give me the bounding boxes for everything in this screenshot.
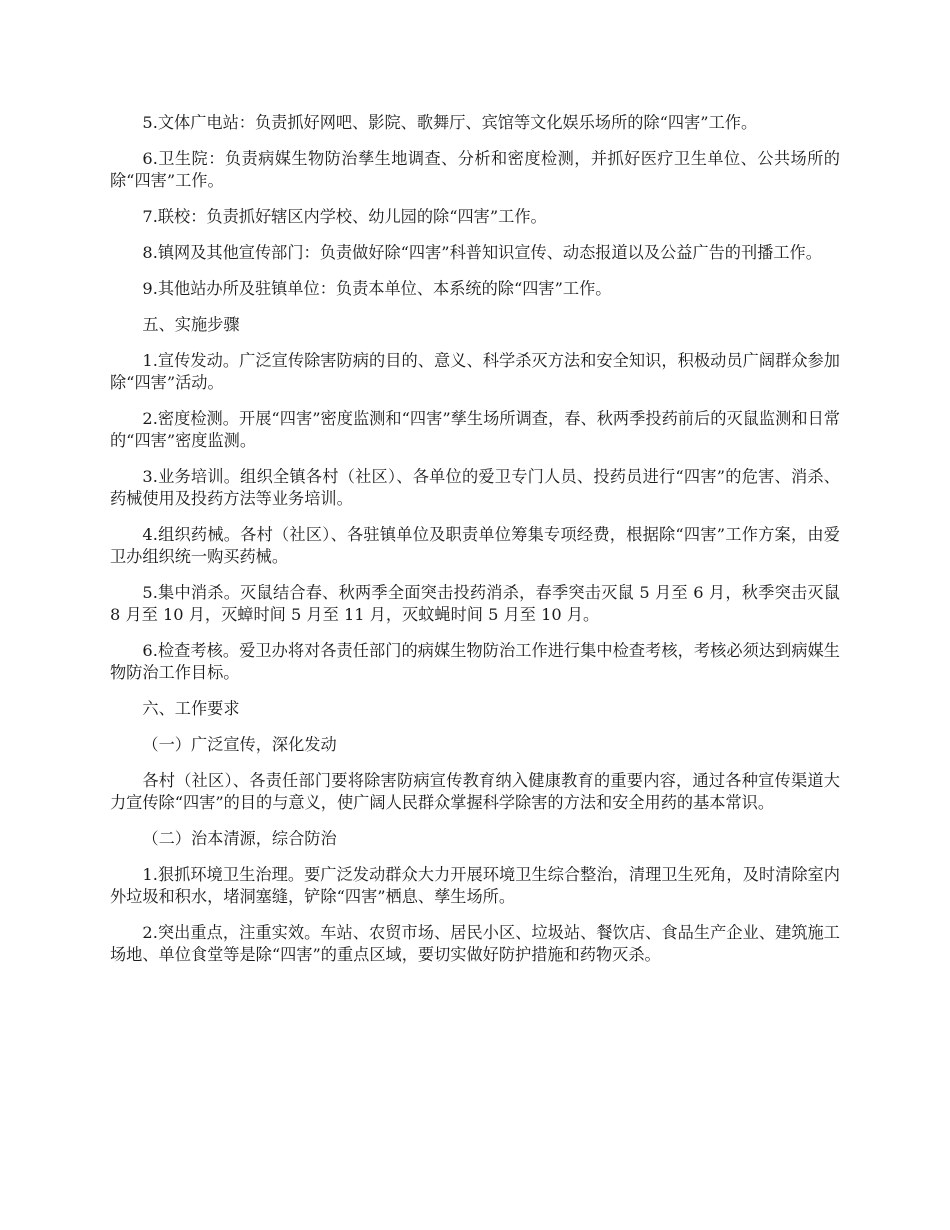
document-body: [110, 112, 840, 980]
paragraph-step-publicity: 1.宣传发动。广泛宣传除害防病的目的、意义、科学杀灭方法和安全知识，积极动员广阔群众参加除“四害”活动。: [110, 351, 840, 392]
paragraph-duty-health-center: 6.卫生院：负责病媒生物防治孳生地调查、分析和密度检测，并抓好医疗卫生单位、公共场所的除“四害”工作。: [110, 149, 840, 190]
paragraph-step-density-detection: 2.密度检测。开展“四害”密度监测和“四害”孳生场所调查，春、秋两季投药前后的灭鼠监测和日常的“四害”密度监测。: [110, 409, 840, 450]
paragraph-step-equipment: 4.组织药械。各村（社区）、各驻镇单位及职责单位筹集专项经费，根据除“四害”工作方案，由爱卫办组织统一购买药械。: [110, 525, 840, 566]
paragraph-duty-culture-station: 5.文体广电站：负责抓好网吧、影院、歌舞厅、宾馆等文化娱乐场所的除“四害”工作。: [142, 113, 758, 132]
subheading-prevention: （二）治本清源，综合防治: [142, 829, 337, 848]
paragraph-key-areas: 2.突出重点，注重实效。车站、农贸市场、居民小区、垃圾站、餐饮店、食品生产企业、建筑施工场地、单位食堂等是除“四害”的重点区域，要切实做好防护措施和药物灭杀。: [110, 923, 840, 964]
subheading-publicity: （一）广泛宣传，深化发动: [142, 735, 337, 754]
paragraph-duty-other-units: 9.其他站办所及驻镇单位：负责本单位、本系统的除“四害”工作。: [142, 279, 612, 298]
paragraph-environment-sanitation: 1.狠抓环境卫生治理。要广泛发动群众大力开展环境卫生综合整治，清理卫生死角，及时清除室内外垃圾和积水，堵洞塞缝，铲除“四害”栖息、孳生场所。: [110, 865, 840, 906]
section-heading-implementation-steps: 五、实施步骤: [142, 315, 240, 334]
paragraph-step-training: 3.业务培训。组织全镇各村（社区）、各单位的爱卫专门人员、投药员进行“四害”的危害、消杀、药械使用及投药方法等业务培训。: [110, 467, 840, 508]
paragraph-step-disinfection: 5.集中消杀。灭鼠结合春、秋两季全面突击投药消杀，春季突击灭鼠 5 月至 6 月，秋季突击灭鼠 8 月至 10 月，灭蟑时间 5 月至 11 月，灭蚊蝇时间 5 月至 10 月。: [110, 583, 840, 624]
section-heading-work-requirements: 六、工作要求: [142, 699, 240, 718]
paragraph-step-inspection: 6.检查考核。爱卫办将对各责任部门的病媒生物防治工作进行集中检查考核，考核必须达到病媒生物防治工作目标。: [110, 641, 840, 682]
paragraph-duty-joint-school: 7.联校：负责抓好辖区内学校、幼儿园的除“四害”工作。: [142, 207, 547, 226]
paragraph-publicity-detail: 各村（社区）、各责任部门要将除害防病宣传教育纳入健康教育的重要内容，通过各种宣传渠道大力宣传除“四害”的目的与意义，使广阔人民群众掌握科学除害的方法和安全用药的基本常识。: [110, 771, 840, 812]
paragraph-duty-publicity: 8.镇网及其他宣传部门：负责做好除“四害”科普知识宣传、动态报道以及公益广告的刊播工作。: [142, 243, 822, 262]
